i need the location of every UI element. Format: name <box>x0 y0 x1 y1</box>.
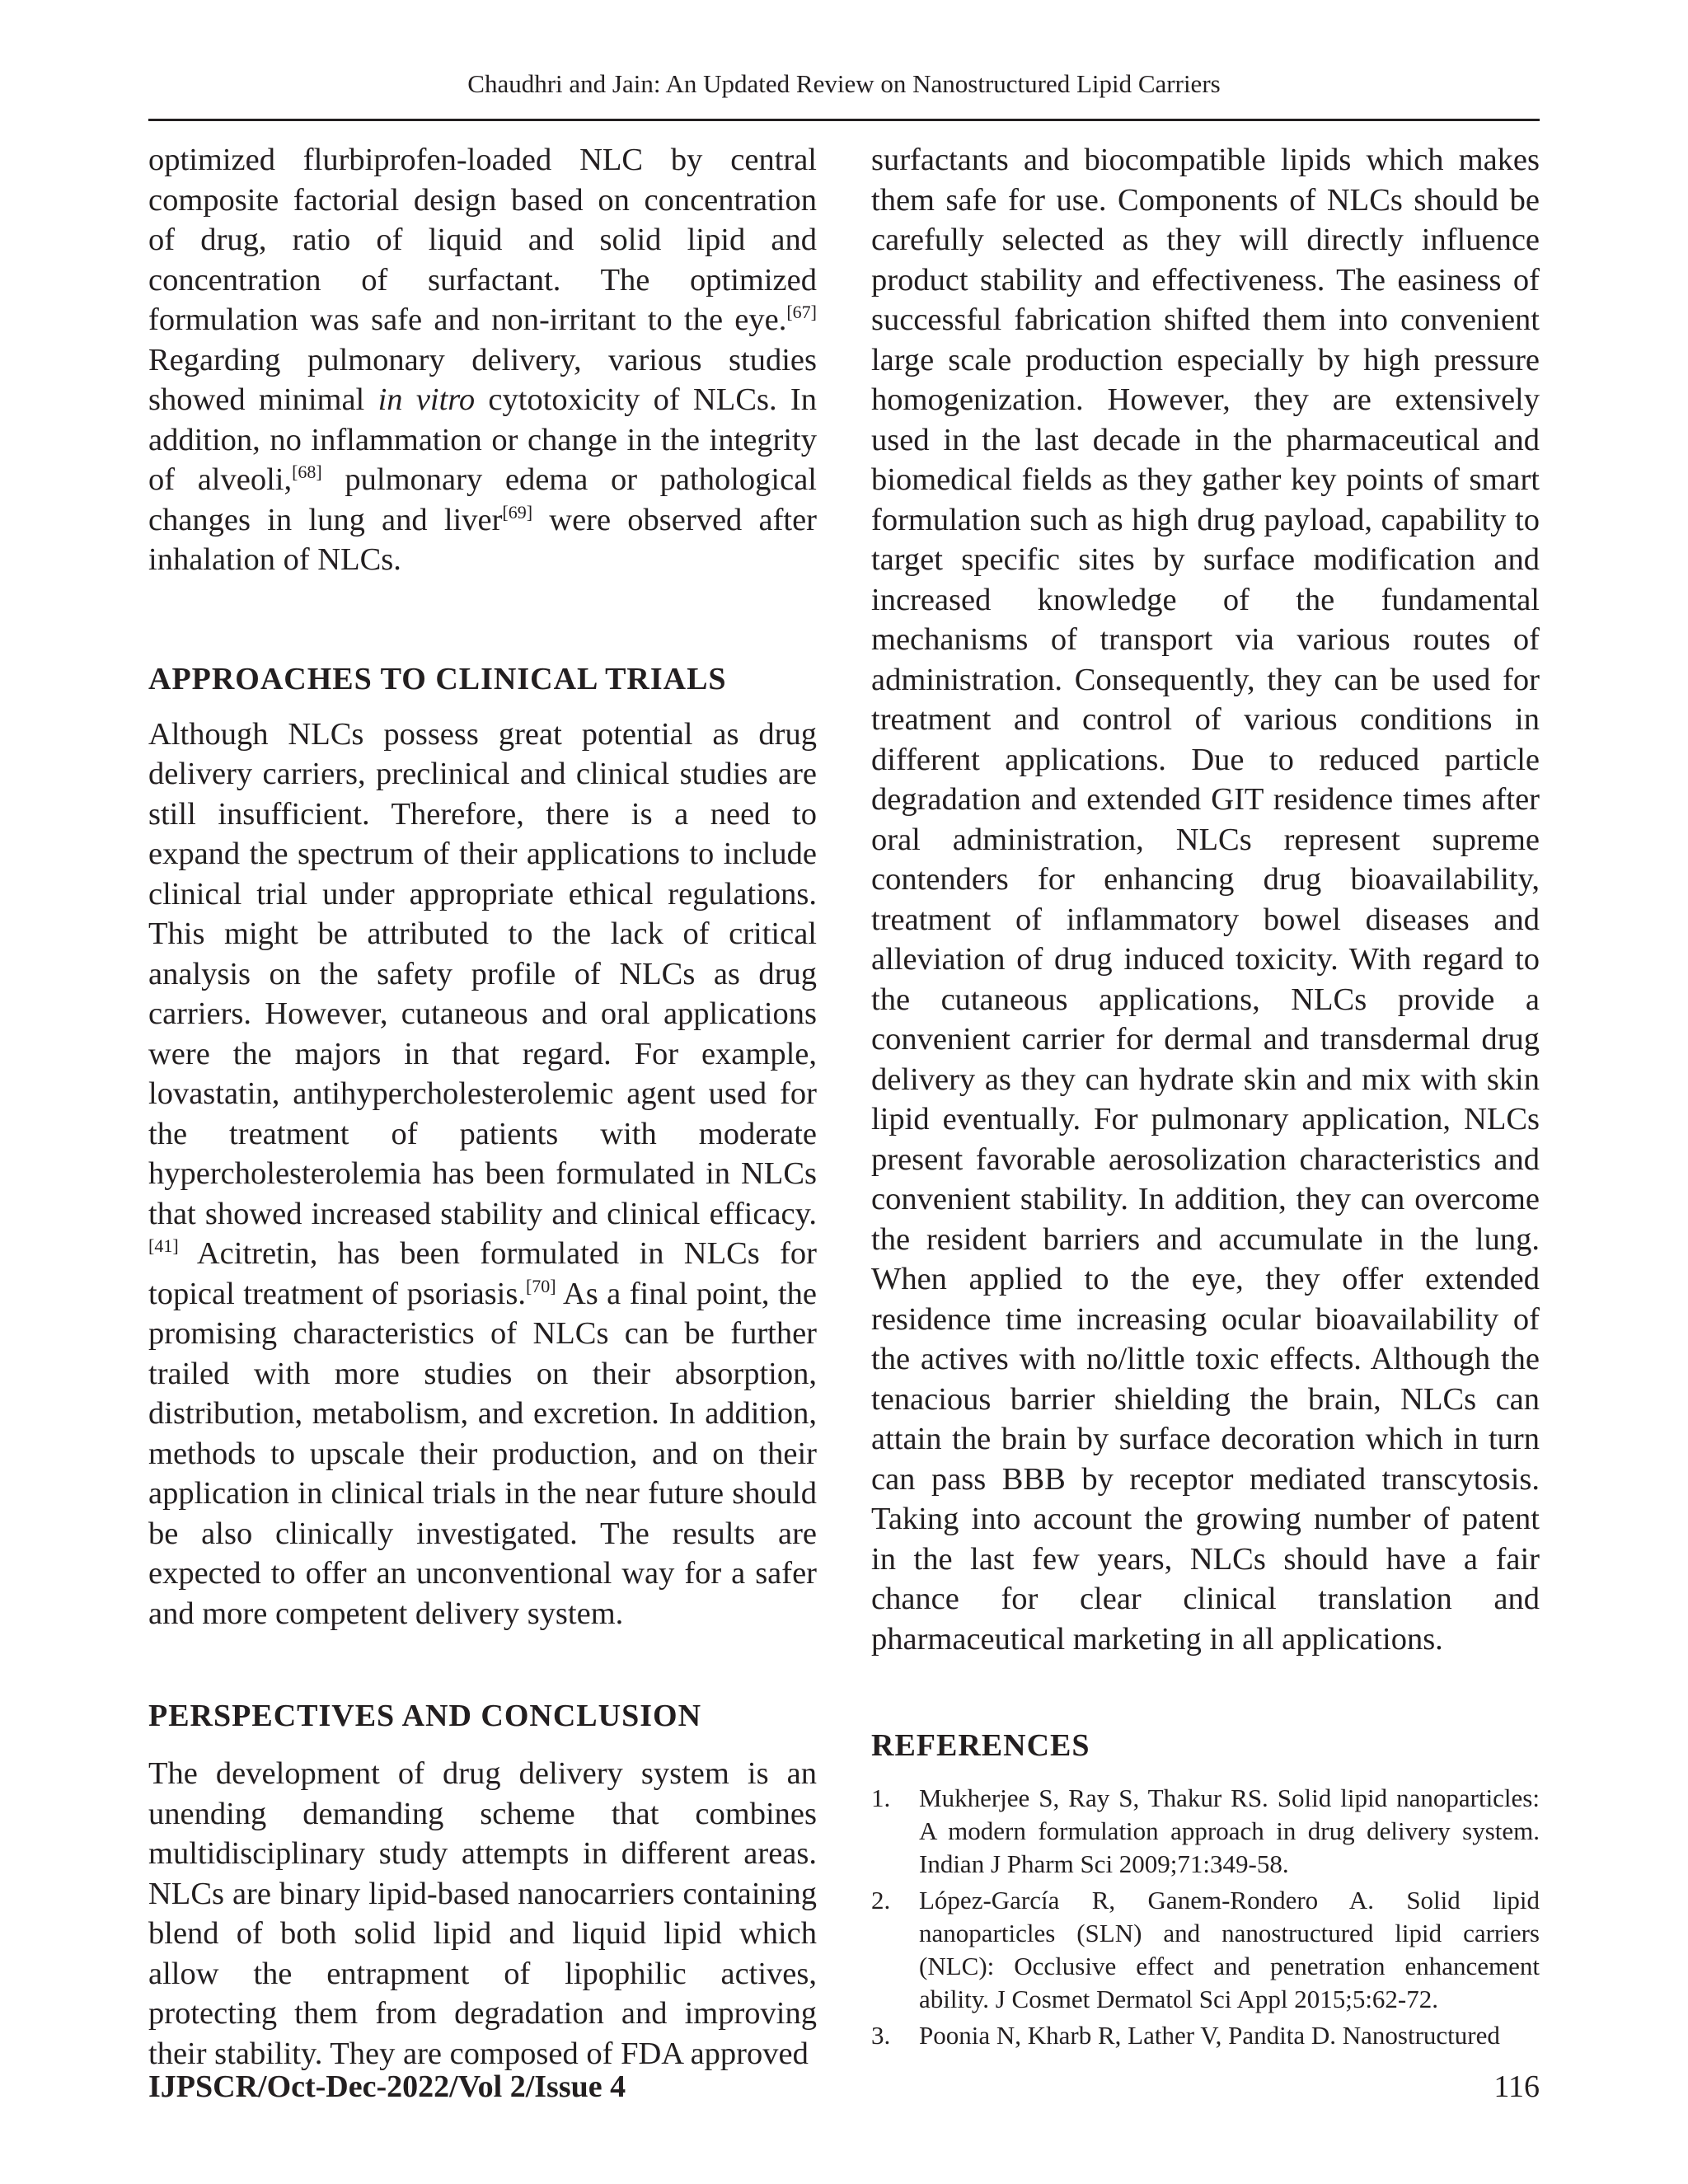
text-span: pulmonary edema or pathological changes in lung and liver <box>148 462 817 537</box>
paragraph-conclusion: surfactants and biocompatible lipids which makes them safe for use. Components of NLCs should be carefully selected as they will directly influence product stability and effectiveness. The easiness of successful fabrication shifted them into convenient large scale production especially by high pressure homogenization. However, they are extensively used in the last decade in the pharmaceutical and biomedical fields as they gather key points of smart formulation such as high drug payload, capability to target specific sites by surface modification and increased knowledge of the fundamental mechanisms of transport via various routes of administration. Consequently, they can be used for treatment and control of various conditions in different applications. Due to reduced particle degradation and extended GIT residence times after oral administration, NLCs represent supreme contenders for enhancing drug bioavailability, treatment of inflammatory bowel diseases and alleviation of drug induced toxicity. With regard to the cutaneous applications, NLCs provide a convenient carrier for dermal and transdermal drug delivery as they can hydrate skin and mix with skin lipid eventually. For pulmonary application, NLCs present favorable aerosolization characteristics and convenient stability. In addition, they can overcome the resident barriers and accumulate in the lung. When applied to the eye, they offer extended residence time increasing ocular bioavailability of the actives with no/little toxic effects. Although the tenacious barrier shielding the brain, NLCs can attain the brain by surface decoration which in turn can pass BBB by receptor mediated transcytosis. Taking into account the growing number of patent in the last few years, NLCs should have a fair chance for clear clinical translation and pharmaceutical marketing in all applications. <box>871 143 1540 1657</box>
reference-item <box>871 2019 1540 2052</box>
text-span: Acitretin, has been formulated in NLCs for topical treatment of psoriasis. <box>148 1236 817 1311</box>
citation: [67] <box>786 302 817 322</box>
header-rule <box>148 119 1540 121</box>
section-heading-perspectives: PERSPECTIVES AND CONCLUSION <box>148 1699 702 1733</box>
citation: [69] <box>502 501 533 523</box>
section-heading-clinical-trials: APPROACHES TO CLINICAL TRIALS <box>148 661 727 696</box>
page-number: 116 <box>1493 2069 1540 2104</box>
paragraph-perspectives: The development of drug delivery system is an unending demanding scheme that combines multidisciplinary study attempts in different areas. NLCs are binary lipid-based nanocarriers containing blend of both solid lipid and liquid lipid which allow the entrapment of lipophilic actives, protecting them from degradation and improving their stability. They are composed of FDA approved <box>148 1756 817 2071</box>
text-span: As a final point, the promising characteristics of NLCs can be further trailed with more studies on their absorption, distribution, metabolism, and excretion. In addition, methods to upscale their production, and on their application in clinical trials in the near future should be also clinically investigated. The results are expected to offer an unconventional way for a safer and more competent delivery system. <box>148 1276 817 1631</box>
reference-number: 1. <box>871 1783 891 1812</box>
section-heading-references: REFERENCES <box>871 1728 1090 1763</box>
text-span: Regarding pulmonary delivery, various studies showed minimal <box>148 342 817 417</box>
reference-number: 2. <box>871 1886 891 1915</box>
citation: [68] <box>292 462 322 482</box>
paragraph-clinical-trials <box>148 715 817 1634</box>
text-span: were observed after inhalation of NLCs. <box>148 502 818 577</box>
reference-item <box>871 1782 1540 1881</box>
text-span: optimized flurbiprofen-loaded NLC by central composite factorial design based on concentration of drug, ratio of liquid and solid lipid and concentration of surfactant. The optimized formulation was safe and non-irritant to the eye. <box>148 143 817 337</box>
text-span: Although NLCs possess great potential as drug delivery carriers, preclinical and clinical studies are still insufficient. Therefore, there is a need to expand the spectrum of their applications to include clinical trial under appropriate ethical regulations. This might be attributed to the lack of critical analysis on the safety profile of NLCs as drug carriers. However, cutaneous and oral applications were the majors in that regard. For example, lovastatin, antihypercholesterolemic agent used for the treatment of patients with moderate hypercholesterolemia has been formulated in NLCs that showed increased stability and clinical efficacy. <box>148 716 817 1231</box>
left-column <box>148 140 817 2074</box>
citation: [70] <box>525 1275 556 1296</box>
reference-list <box>871 1782 1540 2052</box>
reference-item <box>871 1884 1540 2016</box>
italic-term: in vitro <box>377 382 476 417</box>
text-span: cytotoxicity of NLCs. In addition, no inflammation or change in the integrity of alveoli, <box>148 382 817 497</box>
reference-number: 3. <box>871 2021 891 2050</box>
paragraph-flurbiprofen <box>148 140 817 580</box>
reference-text: Poonia N, Kharb R, Lather V, Pandita D. Nanostructured <box>919 2021 1500 2050</box>
reference-text: Mukherjee S, Ray S, Thakur RS. Solid lipid nanoparticles: A modern formulation approach in drug delivery system. Indian J Pharm Sci 2009;71:349-58. <box>919 1783 1540 1878</box>
footer-journal-info: IJPSCR/Oct-Dec-2022/Vol 2/Issue 4 <box>148 2069 626 2104</box>
right-column <box>871 140 1540 2055</box>
citation: [41] <box>148 1235 179 1256</box>
running-title: Chaudhri and Jain: An Updated Review on Nanostructured Lipid Carriers <box>467 69 1221 98</box>
reference-text: López-García R, Ganem-Rondero A. Solid lipid nanoparticles (SLN) and nanostructured lipid carriers (NLC): Occlusive effect and penetration enhancement ability. J Cosmet Dermatol Sci Appl 2015;5:62-72. <box>919 1886 1540 2013</box>
